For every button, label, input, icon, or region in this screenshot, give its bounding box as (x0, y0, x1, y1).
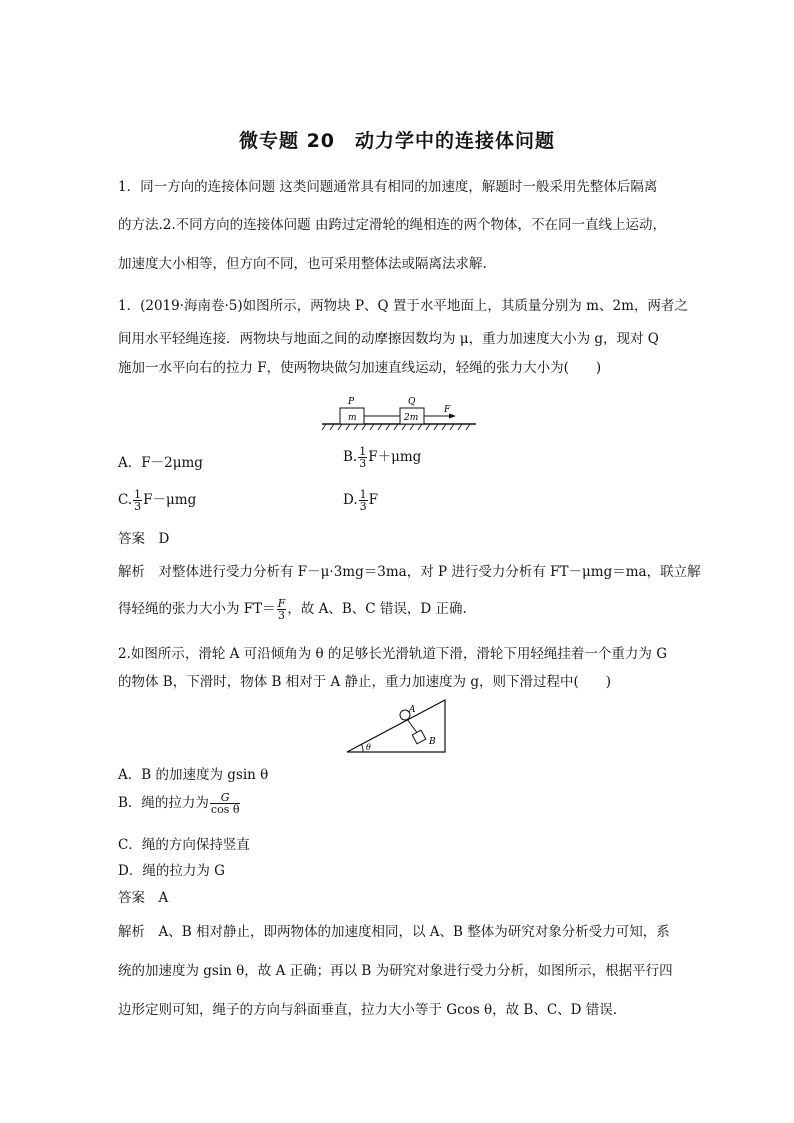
q2-line-1: 2.如图所示，滑轮 A 可沿倾角为 θ 的足够长光滑轨道下滑，滑轮下用轻绳挂着一个重力为 G (118, 646, 667, 662)
angle-arc (362, 745, 363, 752)
label-a: A (409, 705, 416, 715)
q2-option-c: C．绳的方向保持竖直 (118, 837, 250, 853)
intro-line-1: 1．同一方向的连接体问题 这类问题通常具有相同的加速度，解题时一般采用先整体后隔离 (118, 179, 658, 195)
rope-ab (407, 719, 418, 734)
label-mass-q: 2m (404, 413, 419, 423)
q2-line-2: 的物体 B，下滑时，物体 B 相对于 A 静止，重力加速度为 g，则下滑过程中( ) (118, 674, 612, 690)
q2-option-a: A．B 的加速度为 gsin θ (118, 767, 269, 783)
q2-analysis-line-1: 解析 A、B 相对静止，即两物体的加速度相同，以 A、B 整体为研究对象分析受力可知，系 (118, 924, 670, 940)
label-p: P (348, 397, 355, 407)
ground-hatching (322, 424, 470, 430)
q2-option-d: D．绳的拉力为 G (118, 863, 225, 879)
q1-option-d: D. $\frac{1}{3}$ F (343, 488, 379, 513)
q2-answer: 答案 A (118, 890, 169, 906)
q2-option-b: B．绳的拉力为 $\frac{G}{\text{cos θ}}$ (118, 791, 240, 816)
q2-figure-incline (343, 698, 455, 756)
label-q: Q (408, 397, 416, 407)
q1-line-1: 1．(2019·海南卷·5)如图所示，两物块 P、Q 置于水平地面上，其质量分别为 m、2m，两者之 (118, 298, 688, 314)
label-mass-p: m (348, 413, 357, 423)
page-title: 微专题 20 动力学中的连接体问题 (238, 130, 556, 152)
q2-analysis-line-3: 边形定则可知，绳子的方向与斜面垂直，拉力大小等于 Gcos θ，故 B、C、D 错误. (118, 1002, 618, 1018)
q1-analysis-line-1: 解析 对整体进行受力分析有 F－μ·3mg＝3ma，对 P 进行受力分析有 FT－μmg＝ma，联立解 (118, 564, 701, 580)
label-b: B (429, 737, 436, 747)
q1-line-3: 施加一水平向右的拉力 F，使两物块做匀加速直线运动，轻绳的张力大小为( ) (118, 360, 602, 376)
q1-answer: 答案 D (118, 531, 170, 547)
q1-analysis-line-2: 得轻绳的张力大小为 FT＝ $\frac{F}{3}$ ，故 A、B、C 错误，D 正确. (118, 597, 467, 622)
q1-option-b: B. $\frac{1}{3}$ F＋μmg (343, 445, 422, 470)
q1-option-c: C. $\frac{1}{3}$ F－μmg (118, 488, 197, 513)
intro-line-2: 的方法.2.不同方向的连接体问题 由跨过定滑轮的绳相连的两个物体，不在同一直线上运动， (118, 217, 666, 233)
block-b (412, 730, 426, 744)
q1-line-2: 间用水平轻绳连接．两物块与地面之间的动摩擦因数均为 μ，重力加速度大小为 g，现对 Q (118, 331, 659, 347)
label-force: F (444, 405, 451, 415)
q1-figure-blocks (320, 394, 480, 434)
intro-line-3: 加速度大小相等，但方向不同，也可采用整体法或隔离法求解. (118, 256, 487, 272)
label-theta: θ (366, 743, 371, 752)
q2-analysis-line-2: 统的加速度为 gsin θ，故 A 正确；再以 B 为研究对象进行受力分析，如图所示，根据平行四 (118, 963, 673, 979)
q1-option-a: A．F－2μmg (118, 455, 203, 471)
